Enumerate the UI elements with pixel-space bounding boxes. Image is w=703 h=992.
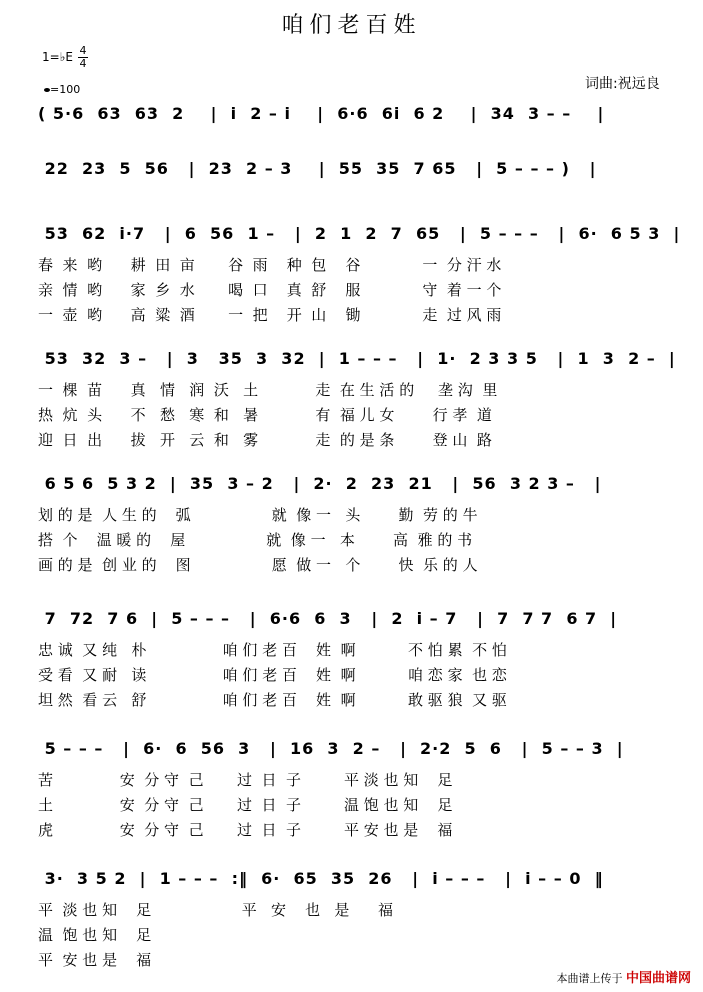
score-row <box>30 865 690 975</box>
footer <box>556 967 691 986</box>
notation-line: 7 72 7 6 | 5 – – – | 6·6 6 3 | 2 i – 7 | 7 7 7 6 7 | <box>38 609 618 628</box>
lyric-line: 受 看 又 耐 读 咱 们 老 百 姓 啊 咱 恋 家 也 恋 <box>38 666 507 684</box>
notation-line: 53 62 i·7 | 6 56 1 – | 2 1 2 7 65 | 5 – – – | 6· 6 5 3 | <box>38 224 681 243</box>
lyric-line: 搭 个 温 暖 的 屋 就 像 一 本 高 雅 的 书 <box>38 531 473 549</box>
lyric-line: 虎 安 分 守 己 过 日 子 平 安 也 是 福 <box>38 821 453 839</box>
lyric-line: 一 棵 苗 真 情 润 沃 土 走 在 生 活 的 垄 沟 里 <box>38 381 498 399</box>
notation-line: 5 – – – | 6· 6 56 3 | 16 3 2 – | 2·2 5 6 | 5 – – 3 | <box>38 739 624 758</box>
score-row <box>30 470 690 580</box>
notation-line: 3· 3 5 2 | 1 – – – :‖ 6· 65 35 26 | i – – – | i – – 0 ‖ <box>38 869 604 888</box>
notation-line: ( 5·6 63 63 2 | i 2 – i | 6·6 6i 6 2 | 34 3 – – | <box>38 104 605 123</box>
lyric-line: 一 壶 哟 高 粱 酒 一 把 开 山 锄 走 过 风 雨 <box>38 306 502 324</box>
score-row <box>30 220 690 330</box>
lyric-line: 画 的 是 创 业 的 图 愿 做 一 个 快 乐 的 人 <box>38 556 478 574</box>
lyric-line: 划 的 是 人 生 的 弧 就 像 一 头 勤 劳 的 牛 <box>38 506 478 524</box>
score-row <box>30 605 690 715</box>
lyric-line: 平 安 也 是 福 <box>38 951 152 969</box>
lyric-line: 迎 日 出 拔 开 云 和 雾 走 的 是 条 登 山 路 <box>38 431 492 449</box>
lyric-line: 热 炕 头 不 愁 寒 和 暑 有 福 儿 女 行 孝 道 <box>38 406 492 424</box>
notation-line: 6 5 6 5 3 2 | 35 3 – 2 | 2· 2 23 21 | 56 3 2 3 – | <box>38 474 602 493</box>
tempo-marking <box>44 83 80 96</box>
notation-line: 53 32 3 – | 3 35 3 32 | 1 – – – | 1· 2 3 3 5 | 1 3 2 – | <box>38 349 676 368</box>
lyric-line: 平 淡 也 知 足 平 安 也 是 福 <box>38 901 394 919</box>
notation-line: 22 23 5 56 | 23 2 – 3 | 55 35 7 65 | 5 – – – ) | <box>38 159 597 178</box>
lyric-line: 温 饱 也 知 足 <box>38 926 152 944</box>
site-brand: 中国曲谱网 <box>625 971 691 986</box>
lyric-line: 苦 安 分 守 己 过 日 子 平 淡 也 知 足 <box>38 771 453 789</box>
lyric-line: 亲 情 哟 家 乡 水 喝 口 真 舒 服 守 着 一 个 <box>38 281 502 299</box>
page-title: 咱们老百姓 <box>281 13 422 38</box>
tempo-value: =100 <box>50 83 81 96</box>
score-row <box>30 735 690 845</box>
author-credit: 词曲:祝远良 <box>585 76 660 92</box>
lyric-line: 忠 诚 又 纯 朴 咱 们 老 百 姓 啊 不 怕 累 不 怕 <box>38 641 507 659</box>
key-signature: 1=♭E <box>42 50 73 64</box>
time-sig-top: 4 <box>79 44 87 57</box>
time-sig-bottom: 4 <box>79 57 87 70</box>
lyric-line: 坦 然 看 云 舒 咱 们 老 百 姓 啊 敢 驱 狼 又 驱 <box>38 691 507 709</box>
lyric-line: 土 安 分 守 己 过 日 子 温 饱 也 知 足 <box>38 796 453 814</box>
footer-prefix: 本曲谱上传于 <box>556 972 623 985</box>
score-row <box>30 345 690 455</box>
time-signature <box>78 45 88 70</box>
lyric-line: 春 来 哟 耕 田 亩 谷 雨 种 包 谷 一 分 汗 水 <box>38 256 502 274</box>
